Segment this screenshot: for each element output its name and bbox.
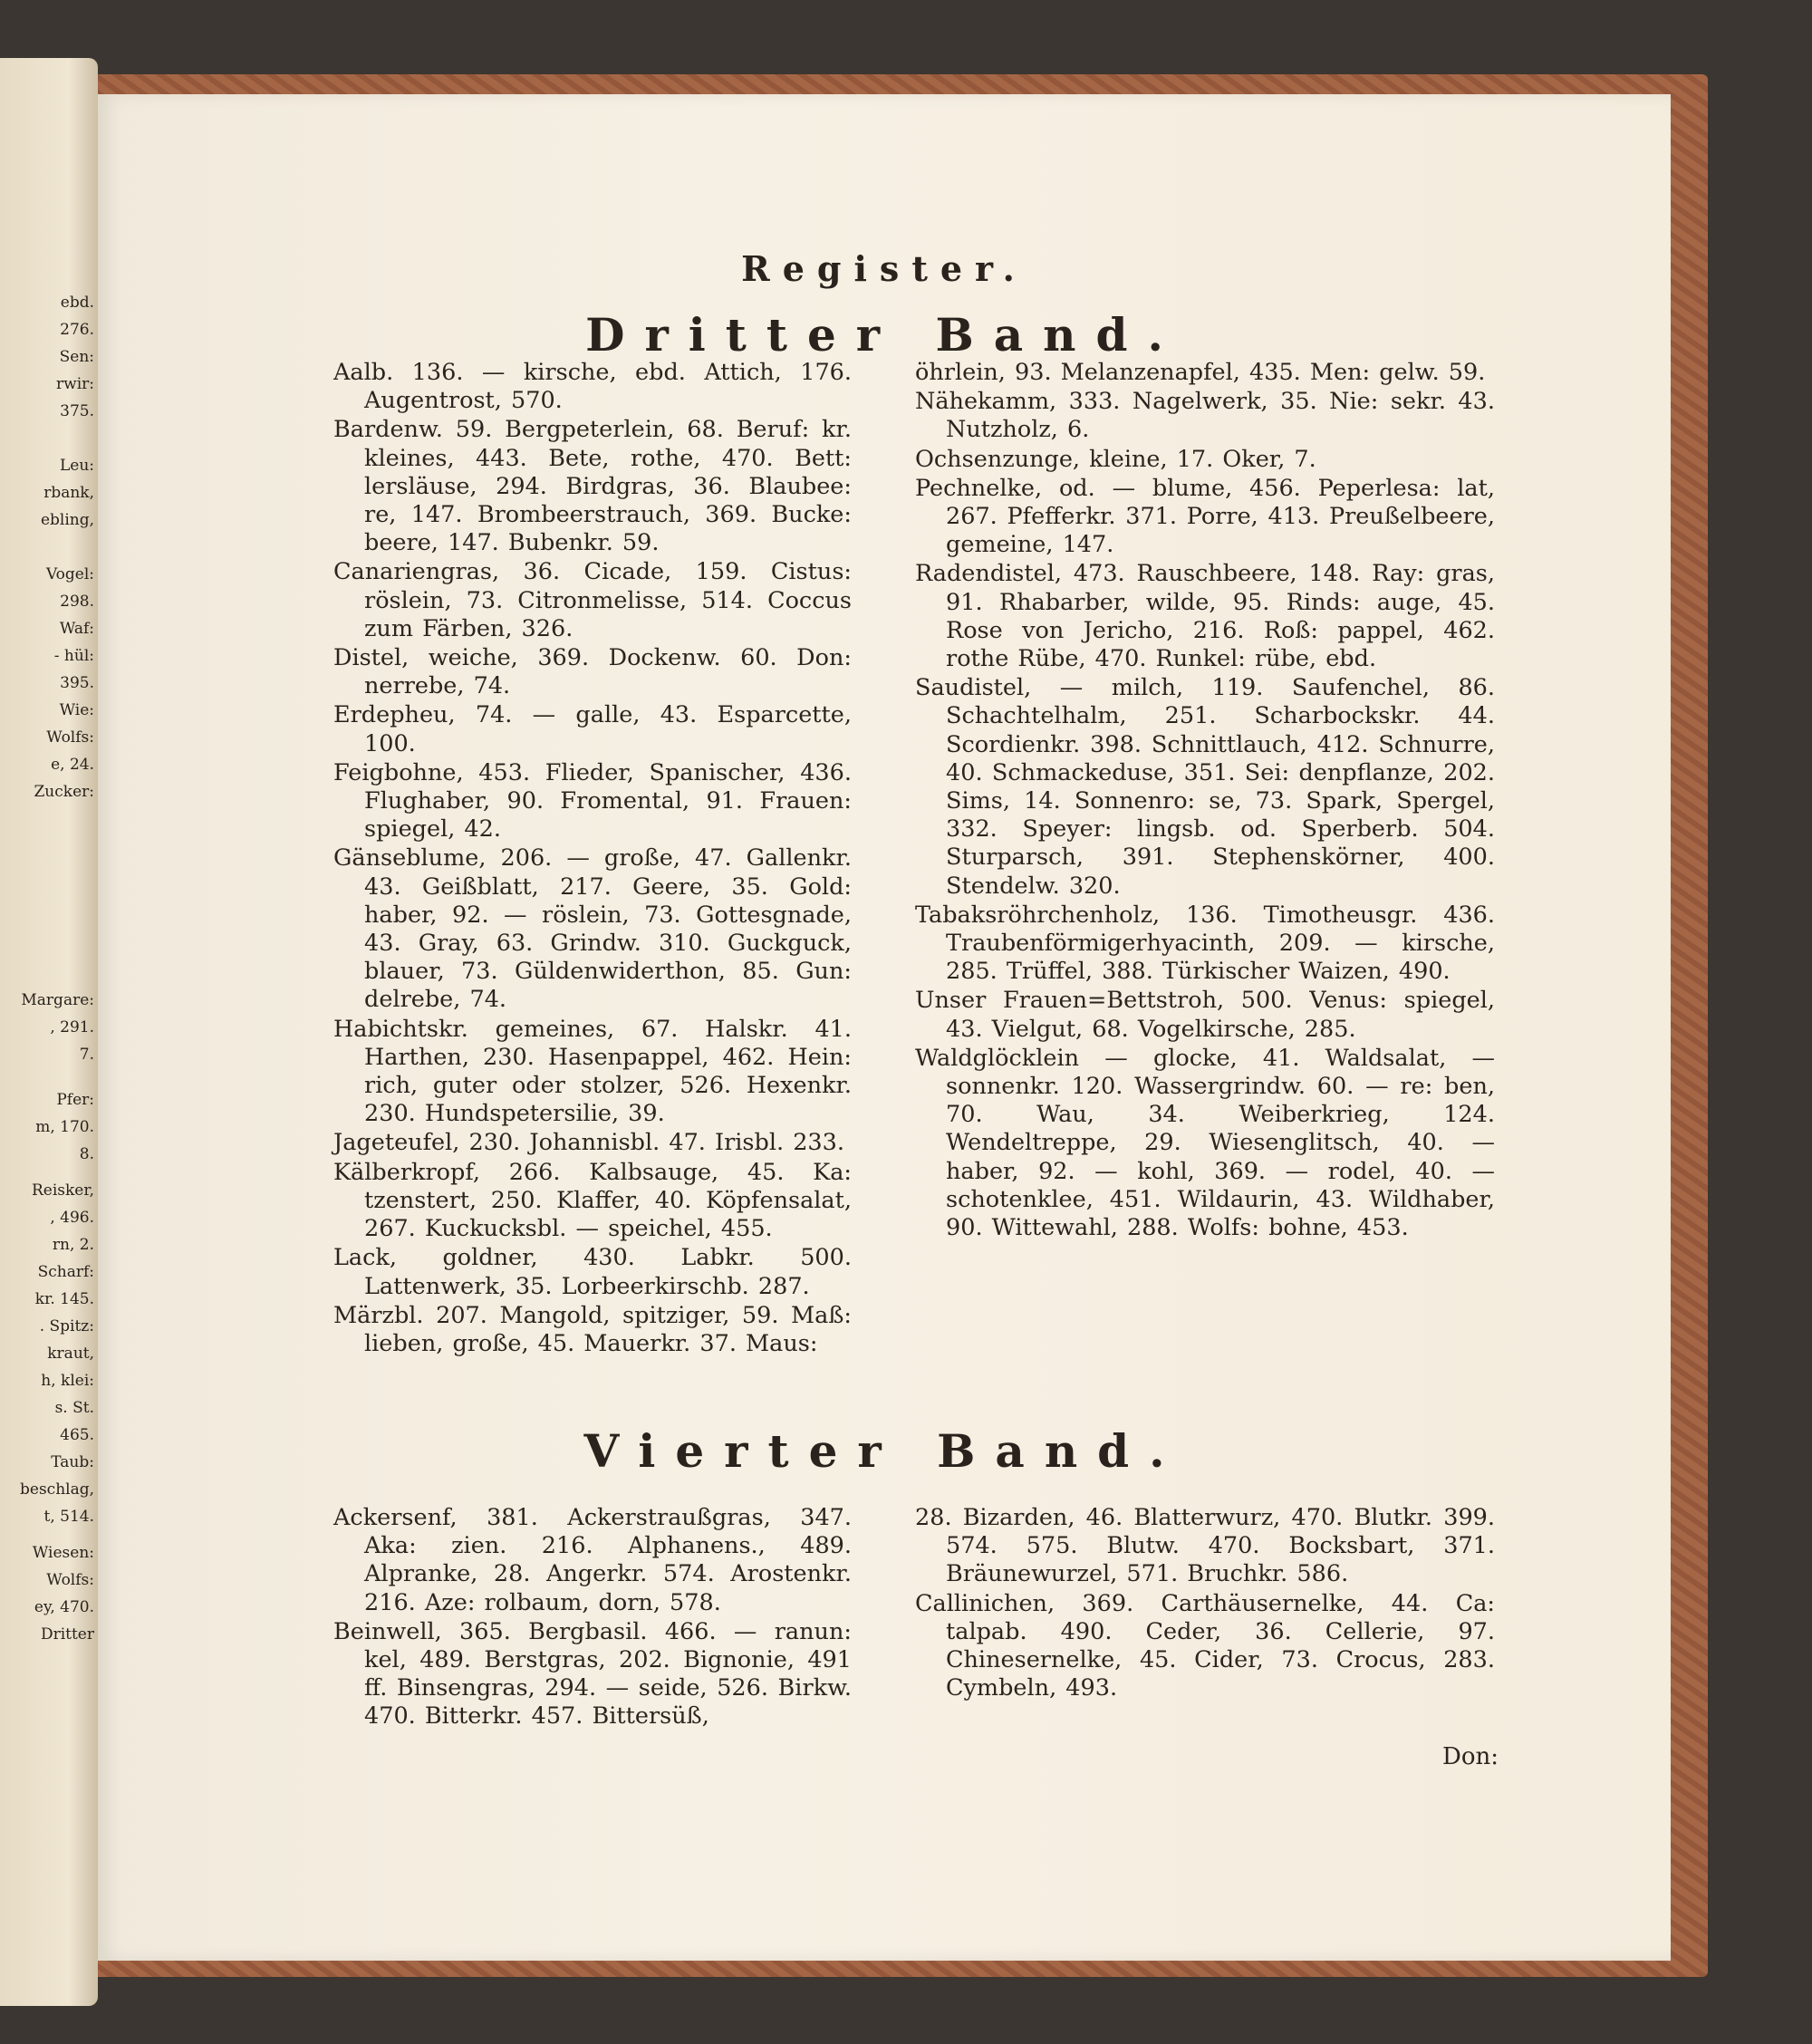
- left-page-fragment: Zucker:: [34, 783, 94, 801]
- left-page-fragment: Scharf:: [37, 1263, 94, 1281]
- left-page-fragment: 298.: [60, 593, 94, 611]
- left-page-fragment: Taub:: [51, 1453, 94, 1471]
- register-entry: Waldglöcklein — glocke, 41. Waldsalat, — sonnenkr. 120. Wassergrindw. 60. — re: ben, 70. Wau, 34. Weiberkrieg, 124. Wendeltreppe, 29. Wiesenglitsch, 40. — haber, 92. — kohl, 369. — rodel, 40. — schotenklee, 451. Wildaurin, 43. Wildhaber, 90. Wittewahl, 288. Wolfs: bohne, 453.: [915, 1044, 1495, 1242]
- register-entry: Kälberkropf, 266. Kalbsauge, 45. Ka: tzenstert, 250. Klaffer, 40. Köpfensalat, 267. Kuckucksbl. — speichel, 455.: [333, 1158, 852, 1243]
- catchword: Don:: [1441, 1743, 1499, 1770]
- left-page-fragment: Vogel:: [45, 565, 94, 583]
- register-entry: Märzbl. 207. Mangold, spitziger, 59. Maß: lieben, große, 45. Mauerkr. 37. Maus:: [333, 1301, 852, 1357]
- register-entry: Canariengras, 36. Cicade, 159. Cistus: röslein, 73. Citronmelisse, 514. Coccus zum Färben, 326.: [333, 558, 852, 642]
- volume-heading-third: Dritter Band.: [585, 308, 1183, 362]
- volume4-left-column: [333, 1504, 852, 1732]
- register-entry: 28. Bizarden, 46. Blatterwurz, 470. Blutkr. 399. 574. 575. Blutw. 470. Bocksbart, 371. Bräunewurzel, 571. Bruchkr. 586.: [915, 1504, 1495, 1588]
- page-header: Register.: [741, 248, 1027, 289]
- left-page-fragment: kr. 145.: [34, 1290, 94, 1308]
- left-page-fragment: rn, 2.: [52, 1236, 94, 1254]
- register-page: [98, 94, 1671, 1961]
- left-page-fragment: s. St.: [54, 1399, 94, 1417]
- register-entry: Feigbohne, 453. Flieder, Spanischer, 436. Flughaber, 90. Fromental, 91. Frauen: spiegel, 42.: [333, 758, 852, 844]
- left-page-fragment: Wie:: [59, 701, 94, 719]
- register-entry: Ochsenzunge, kleine, 17. Oker, 7.: [915, 445, 1316, 473]
- left-page-fragment: 8.: [79, 1145, 94, 1163]
- register-entry: Beinwell, 365. Bergbasil. 466. — ranun: kel, 489. Berstgras, 202. Bignonie, 491 ff. Binsengras, 294. — seide, 526. Birkw. 470. Bitterkr. 457. Bittersüß,: [333, 1617, 852, 1731]
- left-page-fragment: Margare:: [21, 991, 94, 1009]
- left-page-fragment: Wolfs:: [46, 728, 94, 747]
- register-entry: Radendistel, 473. Rauschbeere, 148. Ray: gras, 91. Rhabarber, wilde, 95. Rinds: auge, 45. Rose von Jericho, 216. Roß: pappel, 462. rothe Rübe, 470. Runkel: rübe, ebd.: [915, 560, 1495, 673]
- left-page-fragment: 375.: [60, 402, 94, 420]
- register-entry: Erdepheu, 74. — galle, 43. Esparcette, 100.: [333, 701, 852, 757]
- volume4-right-column: [915, 1504, 1495, 1703]
- register-entry: Callinichen, 369. Carthäusernelke, 44. Ca: talpab. 490. Ceder, 36. Cellerie, 97. Chinesernelke, 45. Cider, 73. Crocus, 283. Cymbeln, 493.: [915, 1589, 1495, 1702]
- left-page-fragment: 7.: [79, 1046, 94, 1064]
- register-entry: Jageteufel, 230. Johannisbl. 47. Irisbl. 233.: [333, 1129, 844, 1157]
- register-entry: Lack, goldner, 430. Labkr. 500. Lattenwerk, 35. Lorbeerkirschb. 287.: [333, 1244, 852, 1300]
- left-page-fragment: Leu:: [59, 457, 94, 475]
- left-page-fragment: rwir:: [56, 375, 94, 393]
- left-page-fragment: Dritter: [40, 1625, 94, 1644]
- left-page-fragment: t, 514.: [43, 1508, 94, 1526]
- register-entry: Gänseblume, 206. — große, 47. Gallenkr. 43. Geißblatt, 217. Geere, 35. Gold: haber, 92. — röslein, 73. Gottesgnade, 43. Gray, 63. Grindw. 310. Guckguck, blauer, 73. Güldenwiderthon, 85. Gun: delrebe, 74.: [333, 844, 852, 1014]
- register-entry: Bardenw. 59. Bergpeterlein, 68. Beruf: kr. kleines, 443. Bete, rothe, 470. Bett: lersläuse, 294. Birdgras, 36. Blaubee: re, 147. Brombeerstrauch, 369. Bucke: beere, 147. Bubenkr. 59.: [333, 416, 852, 557]
- left-page-fragment: Reisker,: [31, 1181, 94, 1200]
- left-page-fragment: ey, 470.: [34, 1598, 94, 1616]
- left-page-fragment: . Spitz:: [39, 1317, 94, 1335]
- volume3-right-column: [915, 359, 1495, 1243]
- left-page-fragment: ebd.: [60, 294, 94, 312]
- register-entry: Habichtskr. gemeines, 67. Halskr. 41. Harthen, 230. Hasenpappel, 462. Hein: rich, guter oder stolzer, 526. Hexenkr. 230. Hundspetersilie, 39.: [333, 1015, 852, 1128]
- left-page-fragment: Wolfs:: [46, 1571, 94, 1589]
- register-entry: Nähekamm, 333. Nagelwerk, 35. Nie: sekr. 43. Nutzholz, 6.: [915, 388, 1495, 444]
- left-page-fragment: Wiesen:: [32, 1544, 94, 1562]
- register-entry: Pechnelke, od. — blume, 456. Peperlesa: lat, 267. Pfefferkr. 371. Porre, 413. Preußelbeere, gemeine, 147.: [915, 474, 1495, 559]
- register-entry: Saudistel, — milch, 119. Saufenchel, 86. Schachtelhalm, 251. Scharbockskr. 44. Scordienkr. 398. Schnittlauch, 412. Schnurre, 40. Schmackeduse, 351. Sei: denpflanze, 202. Sims, 14. Sonnenro: se, 73. Spark, Spergel, 332. Speyer: lingsb. od. Sperberb. 504. Sturparsch, 391. Stephenskörner, 400. Stendelw. 320.: [915, 674, 1495, 900]
- left-page-fragment: Waf:: [59, 620, 94, 638]
- register-entry: Distel, weiche, 369. Dockenw. 60. Don: nerrebe, 74.: [333, 644, 852, 700]
- left-page-fragment: e, 24.: [51, 756, 94, 774]
- register-entry: Unser Frauen=Bettstroh, 500. Venus: spiegel, 43. Vielgut, 68. Vogelkirsche, 285.: [915, 987, 1495, 1043]
- register-entry: öhrlein, 93. Melanzenapfel, 435. Men: gelw. 59.: [915, 359, 1486, 386]
- left-page-fragment: 465.: [60, 1426, 94, 1444]
- left-page-fragment: h, klei:: [41, 1372, 94, 1390]
- left-page-fragment: , 291.: [50, 1018, 94, 1036]
- left-page-fragment: m, 170.: [35, 1118, 94, 1136]
- left-page-fragment: beschlag,: [20, 1480, 94, 1499]
- left-page-fragment: Pfer:: [56, 1091, 94, 1109]
- left-page-fragment: 276.: [60, 321, 94, 339]
- left-page-fragment: kraut,: [47, 1345, 94, 1363]
- left-page-fragment: 395.: [60, 674, 94, 692]
- volume3-left-column: [333, 359, 852, 1359]
- left-page-fragment: , 496.: [50, 1209, 94, 1227]
- left-page-fragment: Sen:: [59, 348, 94, 366]
- left-page-fragment: - hül:: [53, 647, 94, 665]
- register-entry: Aalb. 136. — kirsche, ebd. Attich, 176. Augentrost, 570.: [333, 359, 852, 415]
- left-page-fragment: rbank,: [43, 484, 94, 502]
- left-page-fragment: ebling,: [40, 511, 94, 529]
- register-entry: Tabaksröhrchenholz, 136. Timotheusgr. 436. Traubenförmigerhyacinth, 209. — kirsche, 285. Trüffel, 388. Türkischer Waizen, 490.: [915, 901, 1495, 986]
- register-entry: Ackersenf, 381. Ackerstraußgras, 347. Aka: zien. 216. Alphanens., 489. Alpranke, 28. Angerkr. 574. Arostenkr. 216. Aze: rolbaum, dorn, 578.: [333, 1504, 852, 1616]
- left-page-edge: [0, 58, 98, 2006]
- volume-heading-fourth: Vierter Band.: [583, 1424, 1185, 1478]
